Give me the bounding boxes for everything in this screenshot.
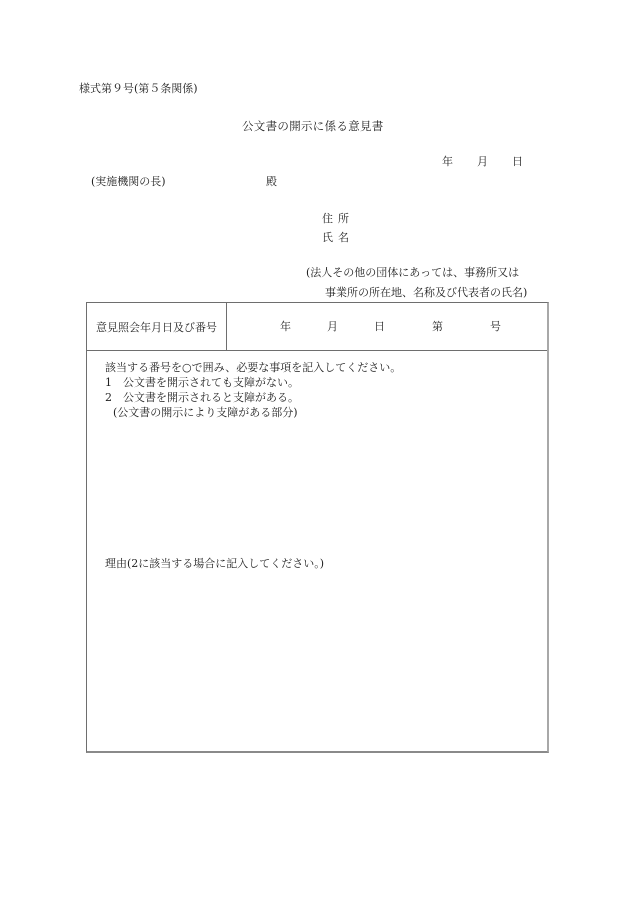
inquiry-date-number-label: 意見照会年月日及び番号	[87, 303, 227, 350]
inquiry-number-prefix: 第	[432, 320, 443, 333]
inquiry-month-label: 月	[327, 320, 338, 333]
corporate-note-line2: 事業所の所在地、名称及び代表者の氏名)	[325, 286, 528, 299]
date-month-label: 月	[477, 155, 488, 168]
form-number: 様式第９号(第５条関係)	[79, 82, 198, 95]
inquiry-date-number-field[interactable]	[228, 303, 547, 350]
document-title: 公文書の開示に係る意見書	[242, 119, 384, 133]
opinion-form-table	[86, 302, 549, 753]
instruction-text: 該当する番号を○で囲み、必要な事項を記入してください。	[105, 361, 402, 374]
name-label: 氏名	[322, 231, 354, 244]
option-1[interactable]	[105, 377, 299, 388]
addressee-label: (実施機関の長)	[91, 175, 166, 188]
inquiry-header-row	[87, 303, 547, 351]
date-year-label: 年	[442, 155, 453, 168]
opinion-body-cell	[87, 351, 547, 751]
inquiry-day-label: 日	[374, 320, 385, 333]
option-2-text: 公文書を開示されると支障がある。	[123, 391, 299, 404]
option-2-detail-label: (公文書の開示により支障がある部分)	[113, 406, 298, 419]
inquiry-number-suffix: 号	[490, 320, 501, 333]
date-day-label: 日	[512, 155, 523, 168]
option-1-text: 公文書を開示されても支障がない。	[123, 376, 299, 389]
option-1-number: 1	[105, 376, 112, 389]
inquiry-year-label: 年	[280, 320, 291, 333]
address-label: 住所	[322, 212, 354, 225]
addressee-honorific: 殿	[266, 175, 277, 188]
reason-label: 理由(2に該当する場合に記入してください。)	[105, 557, 325, 570]
option-2[interactable]	[105, 392, 299, 403]
corporate-note-line1: (法人その他の団体にあっては、事務所又は	[306, 266, 520, 279]
option-2-number: 2	[105, 391, 112, 404]
affected-part-entry-area[interactable]	[101, 423, 533, 548]
reason-entry-area[interactable]	[101, 575, 533, 741]
submission-date	[442, 156, 523, 167]
